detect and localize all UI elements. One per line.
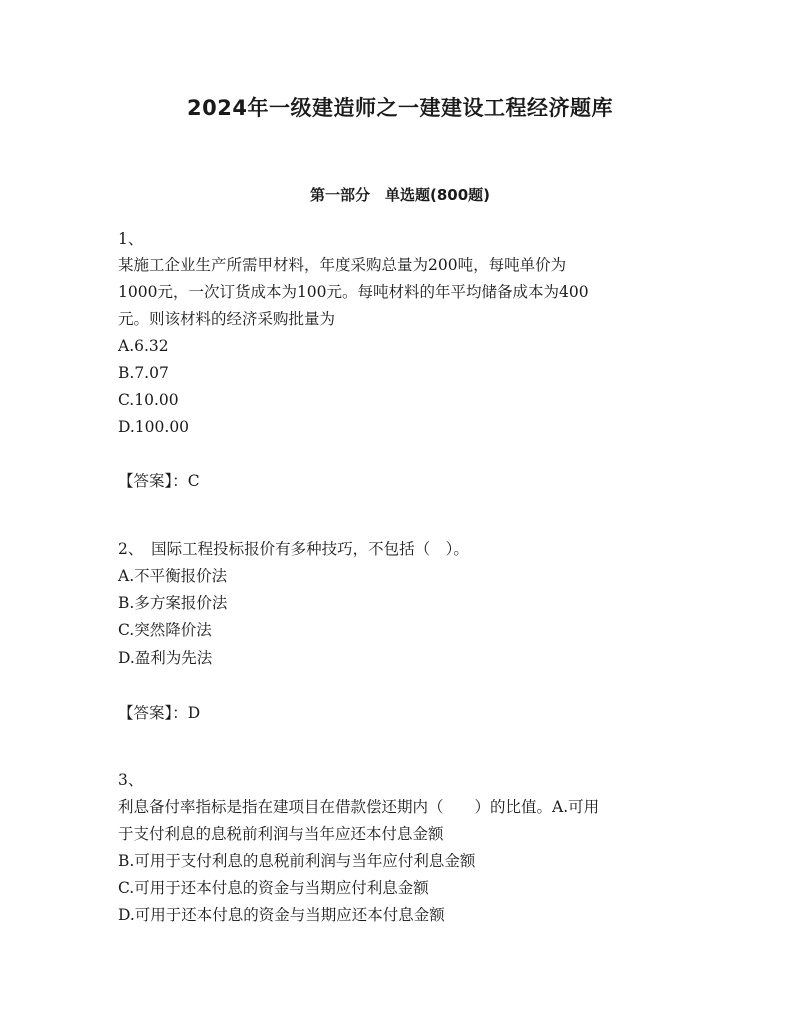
option-a: A.不平衡报价法 bbox=[118, 567, 228, 585]
question-stem-line: 利息备付率指标是指在建项目在借款偿还期内（ ）的比值。A.可用 bbox=[118, 798, 600, 816]
question-number: 3、 bbox=[118, 771, 144, 789]
option-b: B.多方案报价法 bbox=[118, 594, 228, 612]
section-heading: 第一部分 单选题(800题) bbox=[309, 186, 491, 204]
option-d: D.可用于还本付息的资金与当期应还本付息金额 bbox=[118, 906, 445, 924]
answer-line: 【答案】：D bbox=[118, 704, 201, 722]
question-stem-line: 于支付利息的息税前利润与当年应还本付息金额 bbox=[118, 825, 444, 843]
option-d: D.盈利为先法 bbox=[118, 649, 213, 667]
question-stem-line: 某施工企业生产所需甲材料，年度采购总量为200吨，每吨单价为 bbox=[118, 256, 567, 274]
option-c: C.可用于还本付息的资金与当期应付利息金额 bbox=[118, 879, 429, 897]
option-d: D.100.00 bbox=[118, 418, 190, 436]
question-stem-line: 1000元，一次订货成本为100元。每吨材料的年平均储备成本为400 bbox=[118, 283, 589, 301]
question-stem-line: 2、 国际工程投标报价有多种技巧，不包括（ ）。 bbox=[118, 540, 469, 558]
option-c: C.突然降价法 bbox=[118, 621, 212, 639]
document-title: 2024年一级建造师之一建建设工程经济题库 bbox=[187, 96, 613, 120]
option-b: B.7.07 bbox=[118, 364, 169, 382]
question-number: 1、 bbox=[118, 230, 144, 248]
answer-line: 【答案】：C bbox=[118, 472, 200, 490]
option-c: C.10.00 bbox=[118, 391, 179, 409]
option-b: B.可用于支付利息的息税前利润与当年应付利息金额 bbox=[118, 852, 476, 870]
question-stem-line: 元。则该材料的经济采购批量为 bbox=[118, 310, 336, 328]
option-a: A.6.32 bbox=[118, 337, 169, 355]
